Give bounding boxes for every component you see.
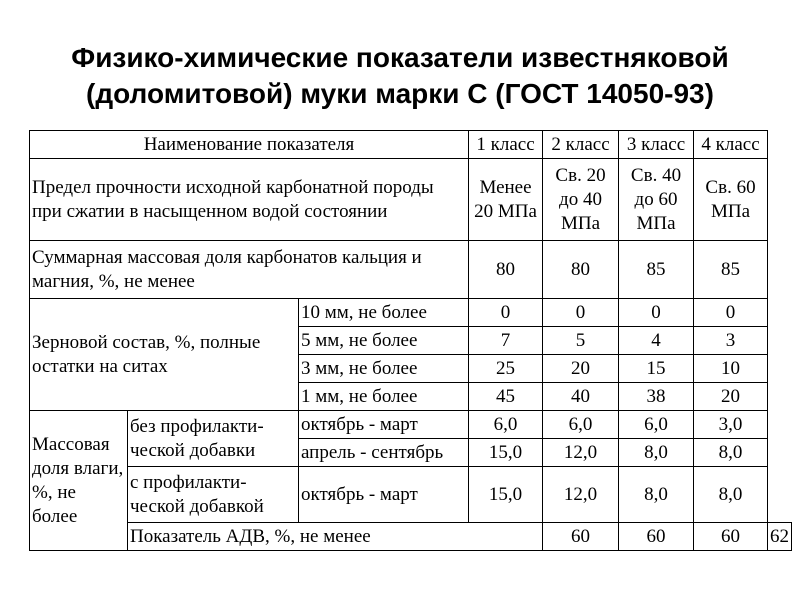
adv-row xyxy=(30,523,792,551)
grain-value: 5 xyxy=(543,327,619,355)
moisture-row xyxy=(30,411,792,439)
grain-value: 20 xyxy=(694,383,768,411)
sieve-label: 10 мм, не более xyxy=(299,299,469,327)
grain-value: 45 xyxy=(469,383,543,411)
carbonates-row xyxy=(30,241,792,299)
period-label: октябрь - март xyxy=(299,411,469,439)
moisture-value: 6,0 xyxy=(469,411,543,439)
adv-value: 60 xyxy=(619,523,694,551)
moisture-value: 6,0 xyxy=(619,411,694,439)
grain-value: 7 xyxy=(469,327,543,355)
moisture-value: 12,0 xyxy=(543,439,619,467)
grain-value: 0 xyxy=(469,299,543,327)
header-row xyxy=(30,131,792,159)
strength-value: Св. 40 до 60 МПа xyxy=(619,159,694,241)
adv-label: Показатель АДВ, %, не менее xyxy=(128,523,543,551)
moisture-value: 8,0 xyxy=(694,467,768,523)
moisture-value: 3,0 xyxy=(694,411,768,439)
moisture-label: Массовая доля влаги, %, не более xyxy=(30,411,128,551)
strength-value: Менее 20 МПа xyxy=(469,159,543,241)
strength-row xyxy=(30,159,792,241)
carbonates-value: 80 xyxy=(469,241,543,299)
strength-value: Св. 20 до 40 МПа xyxy=(543,159,619,241)
grain-value: 38 xyxy=(619,383,694,411)
grain-value: 4 xyxy=(619,327,694,355)
document-title xyxy=(0,40,800,112)
sieve-label: 3 мм, не более xyxy=(299,355,469,383)
sieve-label: 1 мм, не более xyxy=(299,383,469,411)
title-line-2: (доломитовой) муки марки С (ГОСТ 14050-93) xyxy=(86,78,714,109)
carbonates-value: 85 xyxy=(619,241,694,299)
grain-label: Зерновой состав, %, полные остатки на ситах xyxy=(30,299,299,411)
grain-value: 40 xyxy=(543,383,619,411)
adv-value: 60 xyxy=(543,523,619,551)
moisture-value: 8,0 xyxy=(619,439,694,467)
moisture-value: 12,0 xyxy=(543,467,619,523)
header-name: Наименование показателя xyxy=(30,131,469,159)
properties-table xyxy=(29,130,792,551)
grain-value: 10 xyxy=(694,355,768,383)
grain-value: 0 xyxy=(543,299,619,327)
grain-value: 3 xyxy=(694,327,768,355)
grain-value: 0 xyxy=(619,299,694,327)
header-class-3: 3 класс xyxy=(619,131,694,159)
grain-value: 25 xyxy=(469,355,543,383)
grain-value: 15 xyxy=(619,355,694,383)
moisture-value: 8,0 xyxy=(619,467,694,523)
moisture-value: 15,0 xyxy=(469,467,543,523)
header-class-1: 1 класс xyxy=(469,131,543,159)
grain-value: 0 xyxy=(694,299,768,327)
with-additive-label: с профилакти-ческой добавкой xyxy=(128,467,299,523)
header-class-2: 2 класс xyxy=(543,131,619,159)
grain-row xyxy=(30,299,792,327)
period-label: октябрь - март xyxy=(299,467,469,523)
without-additive-label: без профилакти-ческой добавки xyxy=(128,411,299,467)
moisture-value: 6,0 xyxy=(543,411,619,439)
strength-label: Предел прочности исходной карбонатной породы при сжатии в насыщенном водой состоянии xyxy=(30,159,469,241)
sieve-label: 5 мм, не более xyxy=(299,327,469,355)
period-label: апрель - сентябрь xyxy=(299,439,469,467)
moisture-value: 8,0 xyxy=(694,439,768,467)
header-class-4: 4 класс xyxy=(694,131,768,159)
adv-value: 60 xyxy=(694,523,768,551)
carbonates-value: 85 xyxy=(694,241,768,299)
strength-value: Св. 60 МПа xyxy=(694,159,768,241)
adv-value: 62 xyxy=(768,523,792,551)
title-line-1: Физико-химические показатели известняковой xyxy=(71,42,729,73)
carbonates-label: Суммарная массовая доля карбонатов кальция и магния, %, не менее xyxy=(30,241,469,299)
moisture-row xyxy=(30,467,792,523)
moisture-value: 15,0 xyxy=(469,439,543,467)
grain-value: 20 xyxy=(543,355,619,383)
carbonates-value: 80 xyxy=(543,241,619,299)
